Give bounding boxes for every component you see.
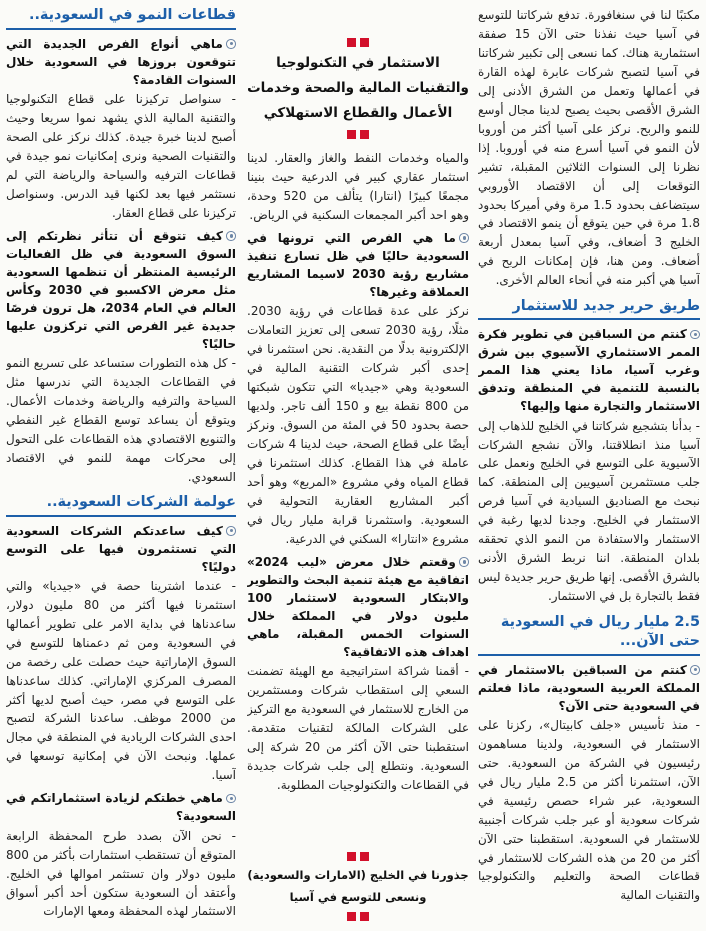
question-bullet-icon	[690, 665, 700, 675]
top-heading-block	[247, 38, 469, 139]
left-column	[6, 6, 236, 925]
question-bullet-icon	[459, 233, 469, 243]
top-heading-line: الاستثمار في التكنولوجيا	[276, 55, 440, 71]
question	[247, 229, 469, 301]
answer: - سنواصل تركيزنا على قطاع التكنولوجيا والتقنية المالية الذي يشهد نموا سريعا وحيث أصبح لدينا خبرة جيدة. كذلك نركز على الصحة والتقنيات الصحية ونرى إمكانيات نمو جيدة في قطاعات الترفيه والسياحة والرياضة التي لم نستثمر فيها بعد لكنها قيد الدرس. وسنواصل تركيزنا على قطاع العقار.	[6, 91, 236, 220]
question-text: كيف تتوقع أن تتأثر نظرتكم إلى السوق السعودية في ظل الفعاليات الرئيسية المنتظر أن تنظمها السعودية مثل معرض الاكسبو في 2030 وكأس العالم في العام 2034، هل ترون فرصًا جديدة غير الفرص التي تركزون عليها حاليًا؟	[6, 228, 236, 351]
question-bullet-icon	[459, 557, 469, 567]
question	[478, 661, 700, 715]
question-text: ماهي أنواع الفرص الجديدة التي تتوقعون بروزها في السعودية خلال السنوات القادمة؟	[6, 36, 236, 87]
question	[6, 227, 236, 353]
question-bullet-icon	[226, 794, 236, 804]
red-square-icon	[360, 912, 369, 921]
section-heading: 2.5 مليار ريال في السعودية حتى الآن...	[478, 613, 700, 656]
question-text: وقعتم خلال معرض «ليب 2024» اتفاقية مع هيئة تنمية البحث والتطوير والابتكار السعودية لاستثمار 100 مليون دولار في المملكة خلال السنوات الخمس المقبلة، ماهي اهداف هذه الاتفاقية؟	[247, 554, 469, 659]
bottom-heading	[247, 865, 469, 908]
red-square-icon	[347, 130, 356, 139]
question-bullet-icon	[226, 526, 236, 536]
ornament	[247, 130, 469, 139]
question	[247, 553, 469, 661]
top-heading	[247, 51, 469, 126]
question-bullet-icon	[226, 231, 236, 241]
question-text: ماهي خطتكم لزيادة استثماراتكم في السعودية؟	[6, 791, 236, 824]
red-square-icon	[360, 852, 369, 861]
ornament	[247, 912, 469, 921]
question	[6, 522, 236, 576]
bottom-heading-block	[247, 852, 469, 925]
top-heading-line: الأعمال والقطاع الاستهلاكي	[263, 104, 453, 121]
section-heading: قطاعات النمو في السعودية..	[6, 6, 236, 30]
right-column	[478, 6, 700, 925]
answer: - بدأنا بتشجيع شركاتنا في الخليج للذهاب إلى آسيا منذ انطلاقتنا، والآن نشجع الشركات الآسيوية على التوسع في الخليج ونعمل على جلب مستثمرين آسيويين إلى المنطقة. كما نبحث مع الصناديق السيادية في آسيا فرص الاستثمار في الخليج. وجدنا لديها رغبة في الاستثمار والاستفادة من النمو الذي تحققه بلدان المنطقة. اننا نربط الشرق الأدنى بالشرق الأقصى. إنها طريق حرير جديدة ليس فقط بالتجارة بل في الاستثمار.	[478, 418, 700, 604]
lead-paragraph: والمياه وخدمات النفط والغاز والعقار. لدينا استثمار عقاري كبير في الدرعية حيث بنينا مجمعًا كبيرًا (انتارا) يتألف من 520 وحدة، وهو احد أكبر المجمعات السكنية في الرياض.	[247, 150, 469, 222]
bottom-heading-line: ونسعى للتوسع في آسيا	[289, 889, 427, 904]
middle-column	[247, 6, 469, 925]
red-square-icon	[347, 852, 356, 861]
red-square-icon	[347, 38, 356, 47]
section-heading: طريق حرير جديد للاستثمار	[478, 297, 700, 321]
question-bullet-icon	[226, 39, 236, 49]
question-bullet-icon	[690, 330, 700, 340]
answer: نركز على عدة قطاعات في رؤية 2030. مثلًا، رؤية 2030 تسعى إلى تعزيز التعاملات الإلكترونية بدلًا من النقدية. نحن استثمرنا في إحدى أكبر شركات التقنية المالية في السعودية وهي «جيديا» التي تتكون شبكتها من 800 نقطة بيع و 150 ألف تاجر. ولديها حصة بحدود 50 في المئة من السوق. ونركز أيضًا على قطاع الصحة، حيث لدينا 4 شركات عاملة في هذا القطاع. كذلك استثمرنا في قطاع المياه وفي مشروع «المربع» وهو أحد أكبر المشاريع العقارية التحولية في السعودية. واستثمرنا قرابة مليار ريال في مشروع «انتارا» السكني في الدرعية.	[247, 304, 469, 546]
question	[6, 789, 236, 825]
answer: - أقمنا شراكة استراتيجية مع الهيئة تضمنت السعي إلى استقطاب شركات ومستثمرين من الخارج للاستثمار في السعودية مع التركيز على الشركات المالكة لتقنيات متقدمة. استقطبنا حتى الآن أكثر من 20 شركة إلى السعودية. ونتطلع إلى جلب شركات جديدة في القطاعات والتكنولوجيات المطلوبة.	[247, 663, 469, 792]
middle-body	[247, 149, 469, 843]
lead-paragraph: مكتبًا لنا في سنغافورة. تدفع شركاتنا للتوسع في آسيا حيث نفذنا حتى الآن 15 صفقة استثمارية هناك. كما نسعى إلى تكبير شركاتنا في آسيا لتصبح شركات عابرة لهذه القارة في أعمالها وتعمل من الشرق الأدنى إلى الشرق الأقصى بحيث يصبح لدينا مجال أوسع للنمو والربح. نركز على آسيا أكثر من أوروبا لأن النمو في آسيا أسرع منه في أوروبا. إذا نظرنا إلى السنوات الثلاثين المقبلة، تشير التوقعات إلى أن الاقتصاد الأوروبي سيتضاعف بحدود 1.5 مرة وفي أميركا بحدود 1.8 مرة في حين يتوقع أن ينمو الاقتصاد في الخليج 3 أضعاف، وفي آسيا بمعدل أربعة أضعاف. ومن هنا، فإن إمكانات الربح في آسيا هي أكبر منه في أنحاء العالم الأخرى.	[478, 8, 700, 288]
question-text: كنتم من السباقين في تطوير فكرة الممر الاستثماري الآسيوي بين شرق وغرب آسيا، ماذا يعني هذا الممر بالنسبة للتنمية في المنطقة وتدفق الاستثمار والتجارة منها وإليها؟	[478, 327, 700, 414]
answer: - منذ تأسيس «جلف كابيتال»، ركزنا على الاستثمار في السعودية، ولدينا مساهمون رئيسيون في الشركة من السعودية. حتى الآن، استثمرنا أكثر من 2.5 مليار ريال في السعودية، عبر شراء حصص رئيسية في شركات سعودية أو عبر جلب شركات أجنبية للاستثمار في السعودية. استقطبنا حتى الآن أكثر من 20 من هذه الشركات للاستثمار في قطاعات الصحة والتعليم والتكنولوجيا والتقنيات المالية	[478, 717, 700, 903]
ornament	[247, 38, 469, 47]
ornament	[247, 852, 469, 861]
question-text: ما هي الفرص التي ترونها في السعودية حاليًا في ظل تسارع تنفيذ مشاريع رؤية 2030 لاسيما المشاريع العملاقة وغيرها؟	[247, 230, 469, 299]
question-text: كنتم من السباقين بالاستثمار في المملكة العربية السعودية، ماذا فعلتم في السعودية حتى الآن؟	[478, 662, 700, 713]
section-heading: عولمة الشركات السعودية..	[6, 493, 236, 517]
question	[6, 35, 236, 89]
question	[478, 325, 700, 415]
question-text: كيف ساعدتكم الشركات السعودية التي تستثمرون فيها على التوسع دوليًا؟	[6, 523, 236, 574]
red-square-icon	[347, 912, 356, 921]
red-square-icon	[360, 130, 369, 139]
answer: - عندما اشترينا حصة في «جيديا» والتي استثمرنا فيها أكثر من 80 مليون دولار، ساعدناها في بداية الامر على تطوير أعمالها في السعودية ومن ثم دعمناها للتوسع في السوق الإماراتية حيث حصلت على رخصة من المصرف المركزي الإماراتي. كذلك ساعدناها على التوسع في مصر، حيث أصبح لديها أكثر من 2000 موظف. ساعدنا الشركة لتصبح احدى الشركات الريادية في المنطقة في مجال عملها. ونبحث الآن في إمكانية توسعها في آسيا.	[6, 578, 236, 783]
answer: - كل هذه التطورات ستساعد على تسريع النمو في القطاعات الجديدة التي ندرسها مثل السياحة والترفيه والرياضة وخدمات الأعمال. ويتوقع أن يساعد توسع القطاع غير النفطي والتنويع الاقتصادي هذه القطاعات على التحول إلى محركات مهمة للنمو في الاقتصاد السعودي.	[6, 355, 236, 484]
answer: - نحن الآن بصدد طرح المحفظة الرابعة المتوقع أن تستقطب استثمارات بأكثر من 800 مليون دولار وان تستثمر اموالها في الخليج. وأعتقد أن السعودية ستكون أحد أكبر أسواق الاستثمار لهذه المحفظة ومعها الإمارات	[6, 828, 236, 919]
top-heading-line: والتقنيات المالية والصحة وخدمات	[247, 79, 469, 96]
bottom-heading-line: جذورنا في الخليج (الامارات والسعودية)	[247, 868, 469, 883]
red-square-icon	[360, 38, 369, 47]
